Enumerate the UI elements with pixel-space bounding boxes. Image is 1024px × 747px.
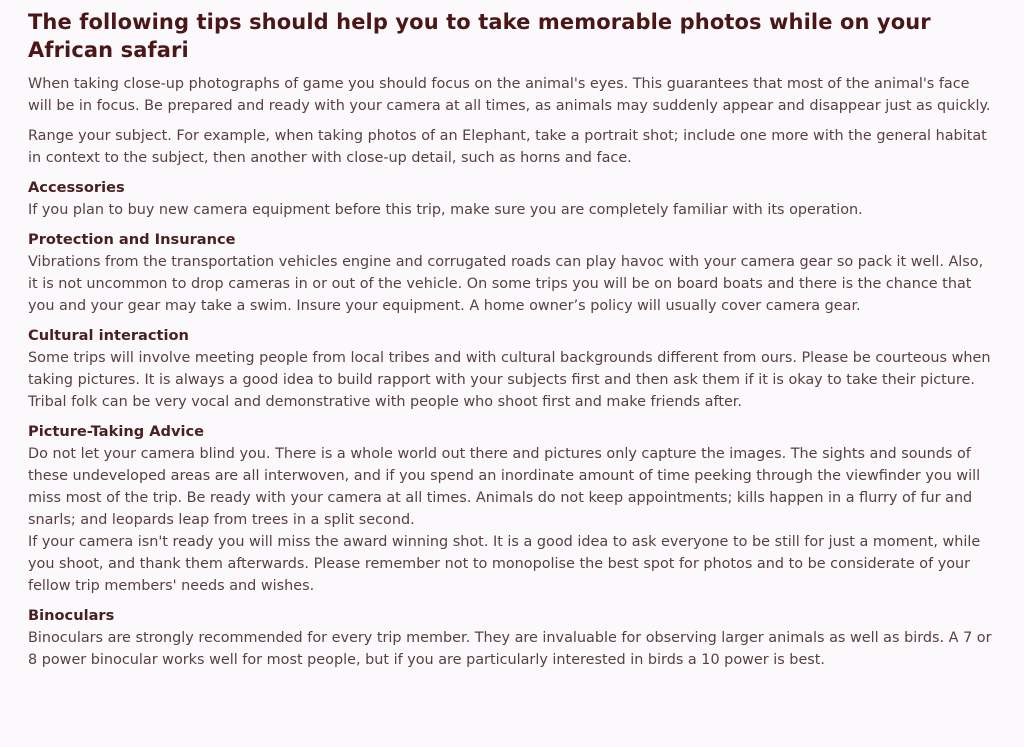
section-paragraph: Some trips will involve meeting people from local tribes and with cultural backgrounds different from ours. Please be courteous when taking pictures. It is always a good idea to build rapport with your subjects first and then ask them if it is okay to take their picture. Tribal folk can be very vocal and demonstrative with people who shoot first and make friends after. [28,350,991,410]
section-heading: Picture-Taking Advice [28,423,205,440]
section-paragraph: If you plan to buy new camera equipment before this trip, make sure you are completely familiar with its operation. [28,202,863,218]
section-picture-taking-advice [28,421,996,597]
section-binoculars [28,605,996,671]
section-paragraph: Binoculars are strongly recommended for every trip member. They are invaluable for observing larger animals as well as birds. A 7 or 8 power binocular works well for most people, but if you are particularly interested in birds a 10 power is best. [28,630,992,668]
section-paragraph: Do not let your camera blind you. There is a whole world out there and pictures only capture the images. The sights and sounds of these undeveloped areas are all interwoven, and if you spend an inordinate amount of time peeking through the viewfinder you will miss most of the trip. Be ready with your camera at all times. Animals do not keep appointments; kills happen in a flurry of fur and snarls; and leopards leap from trees in a split second. [28,446,981,528]
article-title: The following tips should help you to take memorable photos while on your African safari [28,10,931,62]
section-heading: Accessories [28,179,125,196]
section-heading: Binoculars [28,607,115,624]
intro-paragraph: When taking close-up photographs of game you should focus on the animal's eyes. This guarantees that most of the animal's face will be in focus. Be prepared and ready with your camera at all times, as animals may suddenly appear and disappear just as quickly. [28,76,991,114]
section-heading: Cultural interaction [28,327,189,344]
section-accessories [28,177,996,221]
intro-paragraph: Range your subject. For example, when taking photos of an Elephant, take a portrait shot; include one more with the general habitat in context to the subject, then another with close-up detail, such as horns and face. [28,128,987,166]
section-cultural-interaction [28,325,996,413]
section-paragraph: If your camera isn't ready you will miss the award winning shot. It is a good idea to ask everyone to be still for just a moment, while you shoot, and thank them afterwards. Please remember not to monopolise the best spot for photos and to be considerate of your fellow trip members' needs and wishes. [28,534,981,594]
section-paragraph: Vibrations from the transportation vehicles engine and corrugated roads can play havoc with your camera gear so pack it well. Also, it is not uncommon to drop cameras in or out of the vehicle. On some trips you will be on board boats and there is the chance that you and your gear may take a swim. Insure your equipment. A home owner’s policy will usually cover camera gear. [28,254,984,314]
section-protection-and-insurance [28,229,996,317]
section-heading: Protection and Insurance [28,231,236,248]
